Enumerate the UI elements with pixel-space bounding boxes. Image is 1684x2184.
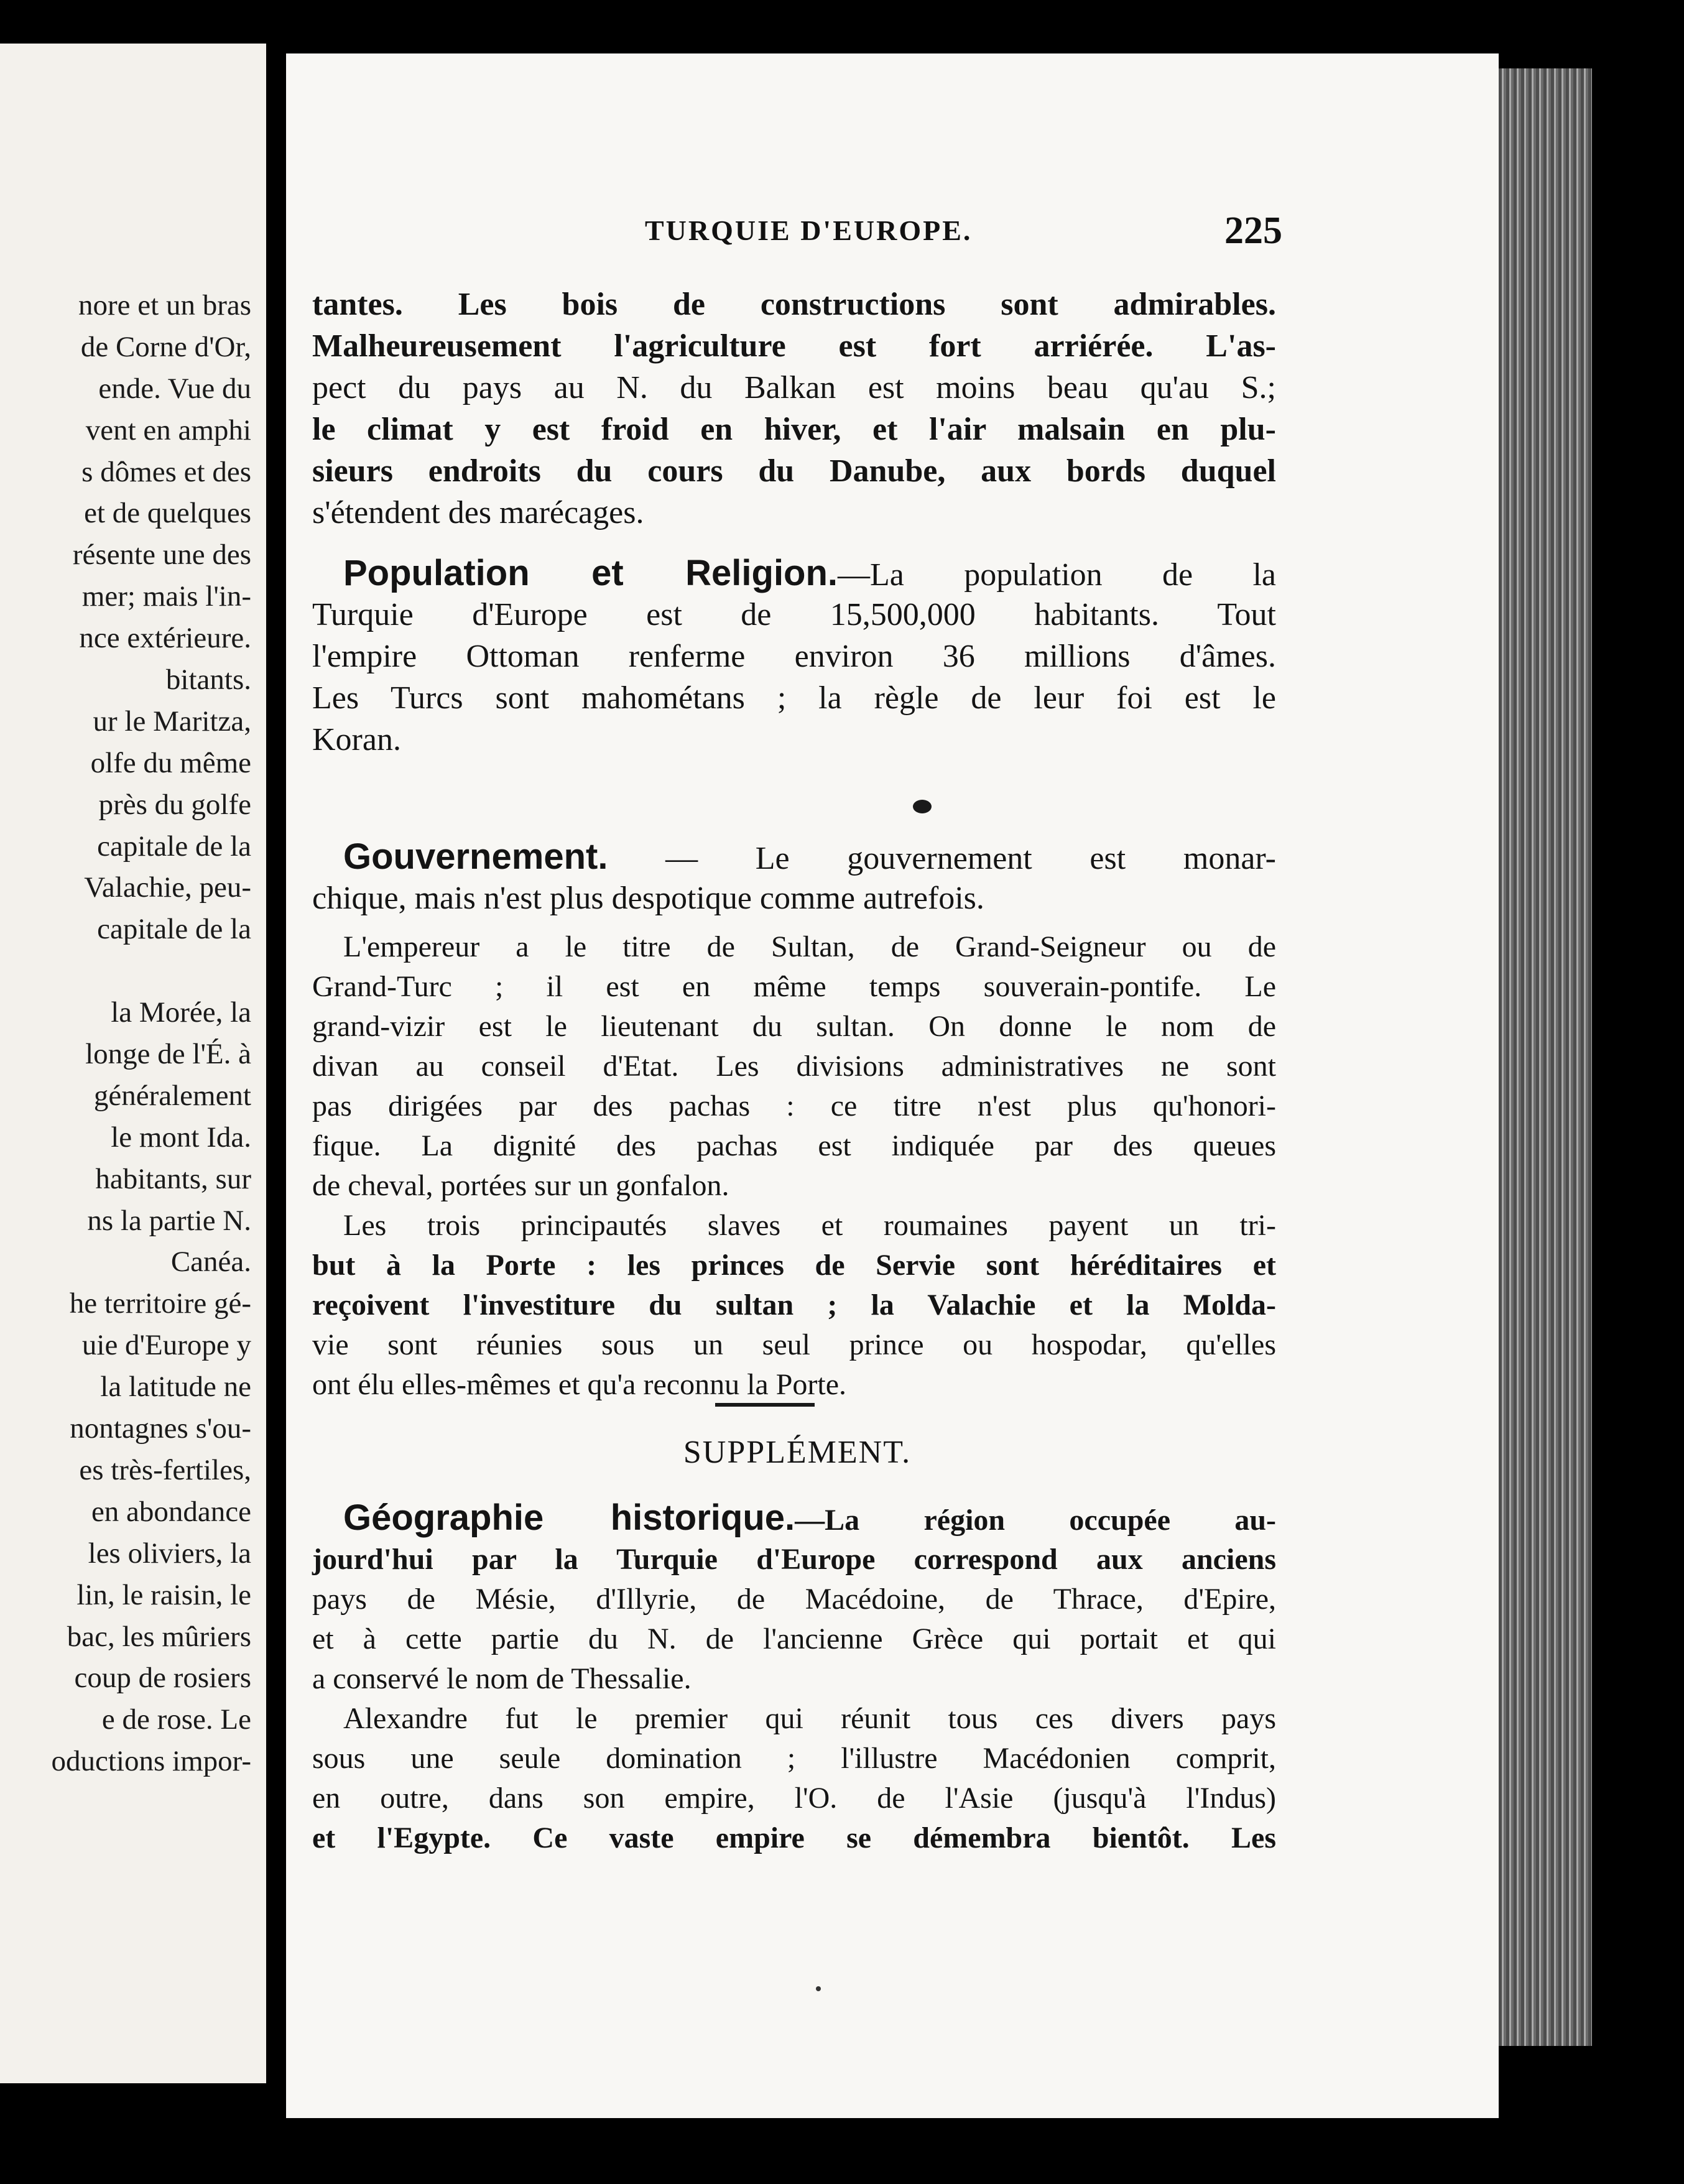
text-line: Les trois principautés slaves et roumaines payent un tri- <box>343 1209 1276 1242</box>
text-line <box>312 836 1276 877</box>
left-page-line: ur le Maritza, <box>93 705 251 738</box>
left-page-line: nce extérieure. <box>79 622 251 655</box>
section-heading-gouvernement: Gouvernement. <box>343 836 608 877</box>
principautes-paragraph <box>312 1206 1276 1405</box>
section-rule <box>715 1403 815 1407</box>
text-line: Malheureusement l'agriculture est fort arriérée. L'as- <box>312 328 1276 364</box>
text-line: pect du pays au N. du Balkan est moins beau qu'au S.; <box>312 370 1276 405</box>
left-page-line: en abondance <box>91 1495 251 1528</box>
text-line: sous une seule domination ; l'illustre Macédonien comprit, <box>312 1742 1276 1775</box>
left-page-line: généralement <box>93 1079 251 1112</box>
text-line: grand-vizir est le lieutenant du sultan. On donne le nom de <box>312 1010 1276 1043</box>
text-line: s'étendent des marécages. <box>312 495 644 530</box>
section-heading-geographie: Géographie historique. <box>343 1497 795 1538</box>
text-line: pays de Mésie, d'Illyrie, de Macédoine, de Thrace, d'Epire, <box>312 1583 1276 1616</box>
heading-continuation: — Le gouvernement est monar- <box>608 841 1276 876</box>
left-page-line: e de rose. Le <box>101 1703 251 1736</box>
heading-continuation: —La région occupée au- <box>795 1504 1276 1537</box>
text-line: pas dirigées par des pachas : ce titre n'est plus qu'honori- <box>312 1090 1276 1122</box>
heading-continuation: —La population de la <box>838 557 1276 593</box>
left-page-line: longe de l'É. à <box>85 1038 251 1071</box>
left-page-line: he territoire gé- <box>69 1287 251 1320</box>
intro-paragraph <box>312 284 1276 534</box>
left-page-line: nore et un bras <box>78 289 251 322</box>
page-number: 225 <box>1224 210 1282 252</box>
gouvernement-paragraph <box>312 836 1276 919</box>
text-line: ont élu elles-mêmes et qu'a reconnu la Porte. <box>312 1368 847 1401</box>
text-line: et à cette partie du N. de l'ancienne Grèce qui portait et qui <box>312 1622 1276 1655</box>
text-line: a conservé le nom de Thessalie. <box>312 1662 692 1695</box>
text-line: Turquie d'Europe est de 15,500,000 habitants. Tout <box>312 597 1276 632</box>
text-line: et l'Egypte. Ce vaste empire se démembra bientôt. Les <box>312 1821 1276 1854</box>
left-page-line: oductions impor- <box>51 1745 251 1778</box>
text-line: Koran. <box>312 722 401 757</box>
empereur-paragraph <box>312 927 1276 1206</box>
left-page-line: résente une des <box>72 539 251 571</box>
left-page-line: lin, le raisin, le <box>76 1578 251 1611</box>
left-page-line <box>0 950 251 992</box>
text-line: l'empire Ottoman renferme environ 36 millions d'âmes. <box>312 639 1276 674</box>
page-edges <box>1499 68 1592 2046</box>
left-page-line: habitants, sur <box>95 1162 251 1195</box>
text-line: Grand-Turc ; il est en même temps souverain-pontife. Le <box>312 970 1276 1003</box>
left-page-line: uie d'Europe y <box>81 1329 251 1362</box>
left-page-line: olfe du même <box>90 746 251 779</box>
running-head: TURQUIE D'EUROPE. <box>645 215 973 246</box>
left-page-line: et de quelques <box>84 497 251 530</box>
left-page-line: le mont Ida. <box>111 1121 251 1154</box>
text-line: but à la Porte : les princes de Servie sont héréditaires et <box>312 1249 1276 1282</box>
text-line: de cheval, portées sur un gonfalon. <box>312 1169 729 1202</box>
left-page-line: la latitude ne <box>100 1371 251 1404</box>
left-page-line: ende. Vue du <box>98 372 251 405</box>
text-line: jourd'hui par la Turquie d'Europe correspond aux anciens <box>312 1543 1276 1576</box>
text-line <box>312 552 1276 594</box>
left-facing-page <box>0 44 266 2083</box>
left-page-line: capitale de la <box>97 830 251 863</box>
left-page-line: s dômes et des <box>81 455 251 488</box>
text-line: Alexandre fut le premier qui réunit tous ces divers pays <box>343 1702 1276 1735</box>
left-page-line: capitale de la <box>97 913 251 946</box>
text-line: en outre, dans son empire, l'O. de l'Asie (jusqu'à l'Indus) <box>312 1782 1276 1815</box>
left-page-line: nontagnes s'ou- <box>70 1412 251 1445</box>
population-paragraph <box>312 552 1276 761</box>
left-page-text-column <box>0 285 251 1782</box>
left-page-line: les oliviers, la <box>88 1537 251 1570</box>
text-line: tantes. Les bois de constructions sont admirables. <box>312 287 1276 322</box>
left-page-line: bac, les mûriers <box>67 1620 251 1653</box>
text-line: divan au conseil d'Etat. Les divisions administratives ne sont <box>312 1050 1276 1083</box>
supplement-title: SUPPLÉMENT. <box>683 1435 912 1470</box>
left-page-line: es très-fertiles, <box>79 1453 251 1486</box>
alexandre-paragraph <box>312 1699 1276 1858</box>
left-page-line: près du golfe <box>98 788 251 821</box>
text-line: vie sont réunies sous un seul prince ou hospodar, qu'elles <box>312 1328 1276 1361</box>
left-page-line: vent en amphi <box>85 414 251 447</box>
left-page-line: bitants. <box>165 664 251 696</box>
left-page-line: de Corne d'Or, <box>80 330 251 363</box>
right-page <box>286 53 1499 2118</box>
left-page-line: mer; mais l'in- <box>81 580 251 613</box>
geographie-paragraph <box>312 1496 1276 1699</box>
left-page-line: Valachie, peu- <box>84 871 251 904</box>
left-page-line: Canéa. <box>170 1246 251 1279</box>
ink-speck <box>816 1986 821 1991</box>
page-header <box>312 209 1282 259</box>
text-line: reçoivent l'investiture du sultan ; la Valachie et la Molda- <box>312 1289 1276 1321</box>
text-line: Les Turcs sont mahométans ; la règle de leur foi est le <box>312 680 1276 716</box>
text-line: sieurs endroits du cours du Danube, aux bords duquel <box>312 453 1276 489</box>
text-line <box>312 1496 1276 1540</box>
section-heading-population: Population et Religion. <box>343 553 838 593</box>
left-page-line: la Morée, la <box>111 996 251 1029</box>
ornament-mark <box>913 800 932 813</box>
text-line: fique. La dignité des pachas est indiquée par des queues <box>312 1129 1276 1162</box>
left-page-line: ns la partie N. <box>87 1204 251 1237</box>
left-page-line: coup de rosiers <box>74 1662 251 1695</box>
text-line: le climat y est froid en hiver, et l'air malsain en plu- <box>312 412 1276 447</box>
text-line: L'empereur a le titre de Sultan, de Grand-Seigneur ou de <box>343 930 1276 963</box>
text-line: chique, mais n'est plus despotique comme autrefois. <box>312 881 984 916</box>
